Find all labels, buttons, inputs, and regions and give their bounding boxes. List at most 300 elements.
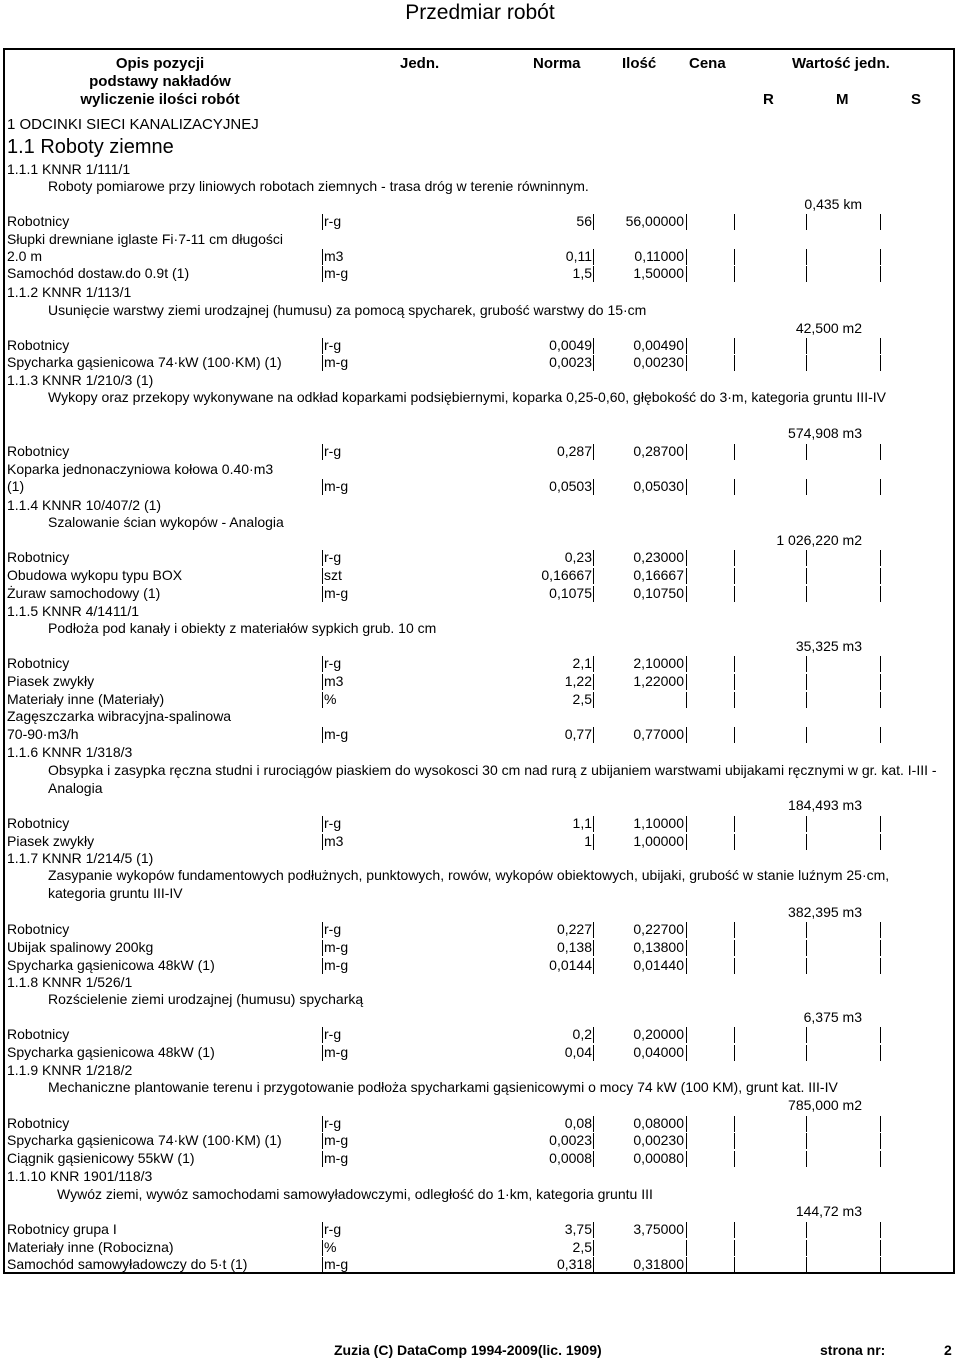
- resource-name: Obudowa wykopu typu BOX: [7, 567, 183, 583]
- resource-norma: 1,22: [564, 673, 592, 689]
- resource-name: Robotnicy: [7, 549, 70, 565]
- cell-separator: [593, 1240, 594, 1256]
- resource-ilosc: 0,00230: [633, 1132, 684, 1148]
- cell-separator: [322, 479, 323, 495]
- position-description: Wywóz ziemi, wywóz samochodami samowyładowczymi, odległość do 1·km, kategoria gruntu III: [57, 1186, 653, 1202]
- cell-separator: [322, 656, 323, 672]
- position-quantity: 184,493 m3: [788, 797, 862, 813]
- position-code: 1.1.8 KNNR 1/526/1: [7, 974, 133, 990]
- cell-separator: [806, 816, 807, 832]
- resource-unit: m-g: [324, 1044, 349, 1060]
- cell-separator: [593, 249, 594, 265]
- cell-separator: [806, 444, 807, 460]
- resource-norma: 0,287: [556, 443, 592, 459]
- resource-name-cont: 70-90·m3/h: [7, 726, 79, 742]
- resource-name: Żuraw samochodowy (1): [7, 585, 161, 601]
- resource-norma: 0,318: [556, 1256, 592, 1272]
- cell-separator: [322, 1222, 323, 1238]
- resource-ilosc: 3,75000: [633, 1221, 684, 1237]
- resource-name: Materiały inne (Materiały): [7, 691, 165, 707]
- resource-name: Ubijak spalinowy 200kg: [7, 939, 154, 955]
- resource-unit: r-g: [324, 1026, 342, 1042]
- resource-name: Spycharka gąsienicowa 48kW (1): [7, 1044, 215, 1060]
- cell-separator: [734, 940, 735, 956]
- header-opis-line-3: wyliczenie ilości robót: [80, 91, 240, 108]
- resource-norma: 0,0023: [549, 354, 592, 370]
- resource-unit: m-g: [324, 1256, 349, 1272]
- resource-norma: 3,75: [564, 1221, 592, 1237]
- cell-separator: [880, 550, 881, 566]
- resource-ilosc: 0,28700: [633, 443, 684, 459]
- cell-separator: [806, 922, 807, 938]
- resource-unit: m3: [324, 673, 344, 689]
- position-quantity: 574,908 m3: [788, 425, 862, 441]
- cell-separator: [322, 444, 323, 460]
- resource-name: Koparka jednonaczyniowa kołowa 0.40·m3: [7, 461, 274, 477]
- header-s: S: [911, 91, 922, 108]
- resource-unit: m-g: [324, 1150, 349, 1166]
- cell-separator: [686, 692, 687, 708]
- cell-separator: [686, 568, 687, 584]
- cell-separator: [880, 586, 881, 602]
- resource-norma: 0,77: [564, 726, 592, 742]
- cell-separator: [880, 922, 881, 938]
- resource-name-cont: (1): [7, 478, 25, 494]
- position-description: Usunięcie warstwy ziemi urodzajnej (humusu) za pomocą spycharek, grubość warstwy do 15·cm: [48, 302, 647, 318]
- cell-separator: [806, 1151, 807, 1167]
- resource-name-cont: 2.0 m: [7, 248, 43, 264]
- cell-separator: [322, 338, 323, 354]
- cell-separator: [806, 586, 807, 602]
- resource-name: Robotnicy: [7, 213, 70, 229]
- position-code: 1.1.3 KNNR 1/210/3 (1): [7, 372, 154, 388]
- resource-norma: 2,1: [572, 655, 592, 671]
- cell-separator: [593, 958, 594, 974]
- cell-separator: [322, 727, 323, 743]
- resource-name: Materiały inne (Robocizna): [7, 1239, 174, 1255]
- position-description: Szalowanie ścian wykopów - Analogia: [48, 514, 284, 530]
- cell-separator: [686, 586, 687, 602]
- cell-separator: [593, 338, 594, 354]
- cell-separator: [734, 266, 735, 282]
- cell-separator: [593, 940, 594, 956]
- resource-unit: m-g: [324, 957, 349, 973]
- cell-separator: [734, 1045, 735, 1061]
- cell-separator: [322, 1257, 323, 1273]
- cell-separator: [322, 834, 323, 850]
- subsection-heading: 1.1 Roboty ziemne: [7, 136, 174, 158]
- cell-separator: [322, 674, 323, 690]
- resource-norma: 0,16667: [541, 567, 592, 583]
- resource-unit: m-g: [324, 1132, 349, 1148]
- cell-separator: [734, 444, 735, 460]
- cell-separator: [806, 1133, 807, 1149]
- cell-separator: [734, 1133, 735, 1149]
- resource-unit: r-g: [324, 921, 342, 937]
- resource-name: Robotnicy: [7, 655, 70, 671]
- cell-separator: [734, 1151, 735, 1167]
- resource-ilosc: 1,00000: [633, 833, 684, 849]
- resource-norma: 0,2: [572, 1026, 592, 1042]
- cell-separator: [686, 214, 687, 230]
- cell-separator: [806, 692, 807, 708]
- cell-separator: [734, 958, 735, 974]
- resource-ilosc: 0,77000: [633, 726, 684, 742]
- resource-unit: m-g: [324, 478, 349, 494]
- resource-ilosc: 0,00490: [633, 337, 684, 353]
- cell-separator: [806, 656, 807, 672]
- cell-separator: [686, 940, 687, 956]
- cell-separator: [880, 1257, 881, 1273]
- cell-separator: [880, 266, 881, 282]
- resource-ilosc: 0,05030: [633, 478, 684, 494]
- resource-name: Robotnicy: [7, 921, 70, 937]
- resource-norma: 1: [584, 833, 592, 849]
- cell-separator: [686, 1151, 687, 1167]
- resource-norma: 0,11: [565, 248, 592, 264]
- cell-separator: [880, 444, 881, 460]
- cell-separator: [686, 338, 687, 354]
- resource-unit: %: [324, 691, 337, 707]
- cell-separator: [686, 1116, 687, 1132]
- cell-separator: [686, 674, 687, 690]
- position-quantity: 382,395 m3: [788, 904, 862, 920]
- cell-separator: [806, 940, 807, 956]
- resource-ilosc: 0,08000: [633, 1115, 684, 1131]
- resource-unit: m-g: [324, 354, 349, 370]
- cell-separator: [593, 1116, 594, 1132]
- position-quantity: 35,325 m3: [795, 638, 862, 654]
- footer-page-number: 2: [944, 1342, 952, 1358]
- cell-separator: [734, 355, 735, 371]
- header-cena: Cena: [689, 55, 726, 72]
- cell-separator: [880, 940, 881, 956]
- cell-separator: [734, 834, 735, 850]
- resource-name: Spycharka gąsienicowa 48kW (1): [7, 957, 215, 973]
- resource-ilosc: 0,16667: [633, 567, 684, 583]
- cell-separator: [686, 444, 687, 460]
- cell-separator: [806, 266, 807, 282]
- cell-separator: [322, 1151, 323, 1167]
- position-description: Zasypanie wykopów fundamentowych podłużnych, punktowych, rowów, wykopów obiektowych, ubijaki, grubość w stanie luźnym 25·cm, kategoria gruntu III-IV: [48, 867, 890, 901]
- resource-unit: m-g: [324, 585, 349, 601]
- cell-separator: [686, 355, 687, 371]
- position-code: 1.1.2 KNNR 1/113/1: [7, 284, 132, 300]
- position-description: Wykopy oraz przekopy wykonywane na odkład koparkami podsiębiernymi, koparka 0,25-0,60, głębokość do 3·m, kategoria gruntu III-IV: [48, 389, 886, 405]
- cell-separator: [593, 656, 594, 672]
- resource-ilosc: 1,22000: [633, 673, 684, 689]
- resource-ilosc: 1,10000: [633, 815, 684, 831]
- cell-separator: [806, 958, 807, 974]
- cell-separator: [806, 338, 807, 354]
- cell-separator: [593, 214, 594, 230]
- cell-separator: [686, 1027, 687, 1043]
- cell-separator: [593, 355, 594, 371]
- position-quantity: 6,375 m3: [803, 1009, 862, 1025]
- page-title: Przedmiar robót: [405, 1, 555, 24]
- resource-norma: 1,1: [572, 815, 592, 831]
- resource-ilosc: 0,04000: [633, 1044, 684, 1060]
- position-description: Rozścielenie ziemi urodzajnej (humusu) spycharką: [48, 991, 364, 1007]
- resource-norma: 2,5: [572, 691, 592, 707]
- header-r: R: [763, 91, 774, 108]
- cell-separator: [880, 1240, 881, 1256]
- resource-ilosc: 0,00230: [633, 354, 684, 370]
- cell-separator: [880, 1133, 881, 1149]
- resource-norma: 0,04: [564, 1044, 592, 1060]
- cell-separator: [880, 479, 881, 495]
- cell-separator: [593, 1222, 594, 1238]
- cell-separator: [806, 674, 807, 690]
- cell-separator: [880, 674, 881, 690]
- cell-separator: [734, 586, 735, 602]
- resource-ilosc: 56,00000: [625, 213, 684, 229]
- cell-separator: [734, 922, 735, 938]
- resource-name: Robotnicy: [7, 1115, 70, 1131]
- position-quantity: 0,435 km: [804, 196, 862, 212]
- cell-separator: [322, 586, 323, 602]
- resource-unit: r-g: [324, 443, 342, 459]
- cell-separator: [686, 266, 687, 282]
- cell-separator: [686, 1240, 687, 1256]
- cell-separator: [806, 1045, 807, 1061]
- resource-ilosc: 0,01440: [633, 957, 684, 973]
- cell-separator: [322, 550, 323, 566]
- cell-separator: [880, 834, 881, 850]
- cell-separator: [593, 692, 594, 708]
- position-description: Obsypka i zasypka ręczna studni i rurociągów piaskiem do wysokosci 30 cm nad rurą z ubijaniem warstwami ubijakami ręcznymi w gr. kat. I-III - Analogia: [48, 762, 937, 796]
- cell-separator: [880, 1045, 881, 1061]
- resource-name: Robotnicy: [7, 815, 70, 831]
- resource-norma: 1,5: [572, 265, 592, 281]
- cell-separator: [686, 816, 687, 832]
- position-code: 1.1.5 KNNR 4/1411/1: [7, 603, 140, 619]
- resource-name: Robotnicy: [7, 1026, 70, 1042]
- resource-norma: 0,0023: [549, 1132, 592, 1148]
- cell-separator: [322, 249, 323, 265]
- cell-separator: [593, 1257, 594, 1273]
- resource-unit: r-g: [324, 549, 342, 565]
- header-norma: Norma: [533, 55, 581, 72]
- cell-separator: [322, 266, 323, 282]
- cell-separator: [593, 586, 594, 602]
- resource-unit: r-g: [324, 815, 342, 831]
- position-code: 1.1.9 KNNR 1/218/2: [7, 1062, 133, 1078]
- cell-separator: [880, 1222, 881, 1238]
- cell-separator: [734, 656, 735, 672]
- cell-separator: [322, 355, 323, 371]
- cell-separator: [593, 266, 594, 282]
- position-description: Roboty pomiarowe przy liniowych robotach ziemnych - trasa dróg w terenie równinnym.: [48, 178, 589, 194]
- resource-ilosc: 0,10750: [633, 585, 684, 601]
- cell-separator: [880, 1116, 881, 1132]
- cell-separator: [806, 834, 807, 850]
- cell-separator: [686, 1257, 687, 1273]
- cell-separator: [880, 249, 881, 265]
- cell-separator: [322, 692, 323, 708]
- cell-separator: [880, 958, 881, 974]
- resource-name: Robotnicy: [7, 337, 70, 353]
- resource-name: Robotnicy: [7, 443, 70, 459]
- resource-unit: m-g: [324, 726, 349, 742]
- cell-separator: [734, 674, 735, 690]
- cell-separator: [734, 338, 735, 354]
- position-quantity: 42,500 m2: [795, 320, 862, 336]
- header-opis-line-1: Opis pozycji: [115, 55, 205, 72]
- cell-separator: [734, 1116, 735, 1132]
- cell-separator: [734, 1257, 735, 1273]
- resource-ilosc: 0,31800: [633, 1256, 684, 1272]
- cell-separator: [593, 1045, 594, 1061]
- cell-separator: [880, 692, 881, 708]
- resource-unit: m-g: [324, 939, 349, 955]
- cell-separator: [686, 834, 687, 850]
- cell-separator: [322, 1045, 323, 1061]
- cell-separator: [734, 816, 735, 832]
- cell-separator: [593, 674, 594, 690]
- cell-separator: [880, 355, 881, 371]
- cell-separator: [734, 568, 735, 584]
- resource-name: Zagęszczarka wibracyjna-spalinowa: [7, 708, 232, 724]
- resource-norma: 0,0008: [549, 1150, 592, 1166]
- cell-separator: [880, 1151, 881, 1167]
- cell-separator: [880, 816, 881, 832]
- resource-norma: 0,0144: [549, 957, 592, 973]
- cell-separator: [322, 940, 323, 956]
- cell-separator: [806, 355, 807, 371]
- cell-separator: [322, 1027, 323, 1043]
- resource-name: Spycharka gąsienicowa 74·kW (100·KM) (1): [7, 1132, 282, 1148]
- cell-separator: [593, 479, 594, 495]
- cell-separator: [806, 479, 807, 495]
- resource-norma: 0,1075: [549, 585, 592, 601]
- resource-ilosc: 0,11000: [634, 248, 684, 264]
- cell-separator: [734, 479, 735, 495]
- cell-separator: [322, 922, 323, 938]
- cell-separator: [880, 568, 881, 584]
- resource-name: Słupki drewniane iglaste Fi·7-11 cm długości: [7, 231, 283, 247]
- cell-separator: [686, 249, 687, 265]
- cell-separator: [734, 727, 735, 743]
- header-m: M: [836, 91, 849, 108]
- position-quantity: 785,000 m2: [788, 1097, 862, 1113]
- cell-separator: [686, 727, 687, 743]
- section-heading: 1 ODCINKI SIECI KANALIZACYJNEJ: [7, 116, 259, 133]
- cell-separator: [686, 1222, 687, 1238]
- resource-ilosc: 2,10000: [633, 655, 684, 671]
- cell-separator: [880, 656, 881, 672]
- cell-separator: [593, 922, 594, 938]
- resource-unit: r-g: [324, 1221, 342, 1237]
- cell-separator: [880, 727, 881, 743]
- cell-separator: [806, 568, 807, 584]
- position-code: 1.1.6 KNNR 1/318/3: [7, 744, 133, 760]
- cell-separator: [593, 550, 594, 566]
- header-opis-line-2: podstawy nakładów: [89, 73, 231, 90]
- resource-unit: r-g: [324, 655, 342, 671]
- cell-separator: [734, 214, 735, 230]
- resource-ilosc: 0,22700: [633, 921, 684, 937]
- cell-separator: [686, 958, 687, 974]
- cell-separator: [593, 1133, 594, 1149]
- cell-separator: [734, 249, 735, 265]
- cell-separator: [686, 1045, 687, 1061]
- resource-norma: 0,138: [556, 939, 592, 955]
- position-code: 1.1.4 KNNR 10/407/2 (1): [7, 497, 162, 513]
- cell-separator: [806, 1222, 807, 1238]
- cell-separator: [322, 1133, 323, 1149]
- cell-separator: [686, 1133, 687, 1149]
- cell-separator: [806, 214, 807, 230]
- resource-unit: m-g: [324, 265, 349, 281]
- cell-separator: [880, 214, 881, 230]
- cell-separator: [880, 1027, 881, 1043]
- resource-norma: 0,23: [564, 549, 592, 565]
- position-code: 1.1.1 KNNR 1/111/1: [7, 161, 131, 177]
- cell-separator: [880, 338, 881, 354]
- cell-separator: [734, 1027, 735, 1043]
- resource-unit: r-g: [324, 1115, 342, 1131]
- cell-separator: [686, 656, 687, 672]
- cell-separator: [734, 692, 735, 708]
- footer-page-label: strona nr:: [820, 1342, 886, 1358]
- cell-separator: [806, 249, 807, 265]
- resource-unit: szt: [324, 567, 342, 583]
- cell-separator: [593, 1027, 594, 1043]
- resource-unit: r-g: [324, 337, 342, 353]
- cell-separator: [734, 1240, 735, 1256]
- cell-separator: [322, 568, 323, 584]
- cell-separator: [686, 550, 687, 566]
- header-jedn: Jedn.: [400, 55, 440, 72]
- cell-separator: [322, 214, 323, 230]
- cell-separator: [806, 1240, 807, 1256]
- resource-norma: 2,5: [572, 1239, 592, 1255]
- header-wartosc: Wartość jedn.: [792, 55, 890, 72]
- resource-name: Samochód samowyładowczy do 5·t (1): [7, 1256, 248, 1272]
- cell-separator: [806, 550, 807, 566]
- resource-name: Spycharka gąsienicowa 74·kW (100·KM) (1): [7, 354, 282, 370]
- footer-program: Zuzia (C) DataComp 1994-2009(lic. 1909): [334, 1342, 602, 1358]
- resource-unit: %: [324, 1239, 337, 1255]
- cell-separator: [734, 550, 735, 566]
- resource-norma: 0,227: [556, 921, 592, 937]
- cell-separator: [593, 444, 594, 460]
- resource-name: Ciągnik gąsienicowy 55kW (1): [7, 1150, 195, 1166]
- cell-separator: [806, 1027, 807, 1043]
- resource-ilosc: 0,00080: [633, 1150, 684, 1166]
- resource-name: Piasek zwykły: [7, 833, 95, 849]
- cell-separator: [593, 834, 594, 850]
- resource-unit: m3: [324, 248, 344, 264]
- resource-unit: r-g: [324, 213, 342, 229]
- resource-unit: m3: [324, 833, 344, 849]
- cell-separator: [806, 1116, 807, 1132]
- cell-separator: [593, 727, 594, 743]
- position-quantity: 1 026,220 m2: [776, 532, 862, 548]
- position-description: Mechaniczne plantowanie terenu i przygotowanie podłoża spycharkami gąsienicowymi o mocy 74 kW (100 KM), grunt kat. III-IV: [48, 1079, 838, 1095]
- position-code: 1.1.10 KNR 1901/118/3: [7, 1168, 153, 1184]
- resource-name: Robotnicy grupa I: [7, 1221, 117, 1237]
- resource-norma: 0,08: [564, 1115, 592, 1131]
- position-code: 1.1.7 KNNR 1/214/5 (1): [7, 850, 154, 866]
- resource-ilosc: 0,20000: [633, 1026, 684, 1042]
- cell-separator: [593, 568, 594, 584]
- resource-name: Piasek zwykły: [7, 673, 95, 689]
- resource-norma: 56: [576, 213, 592, 229]
- resource-ilosc: 0,13800: [633, 939, 684, 955]
- cell-separator: [322, 958, 323, 974]
